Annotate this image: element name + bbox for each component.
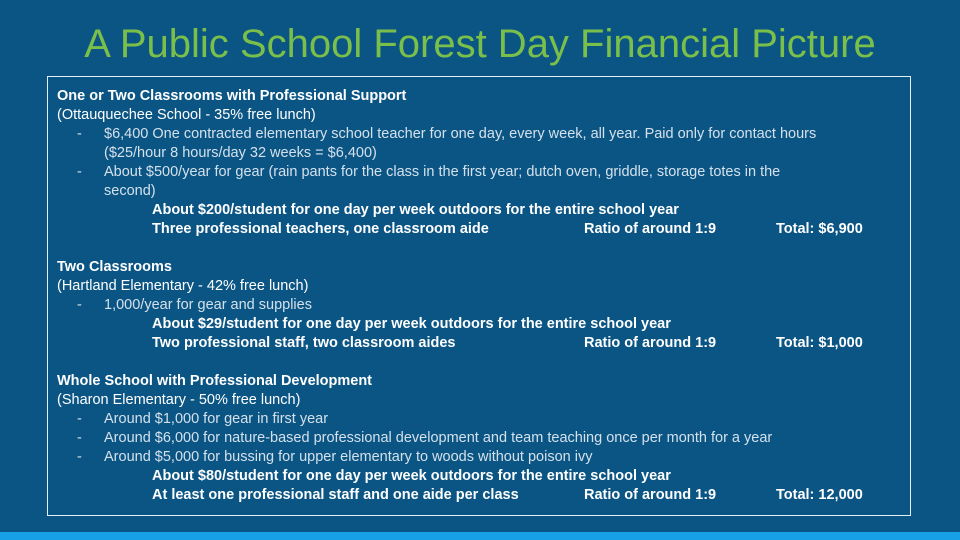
bullet-text: About $500/year for gear (rain pants for the class in the first year; dutch oven, griddle, storage totes in the xyxy=(104,164,781,180)
staffing-text: At least one professional staff and one aide per class xyxy=(152,487,519,503)
bullet-text: 1,000/year for gear and supplies xyxy=(104,297,312,313)
section-spacer xyxy=(57,239,907,258)
bullet-item xyxy=(57,429,907,448)
bullet-text: Around $5,000 for bussing for upper elementary to woods without poison ivy xyxy=(104,449,593,465)
bullet-text: Around $6,000 for nature-based professional development and team teaching once per month for a year xyxy=(104,430,773,446)
per-student-summary: About $200/student for one day per week outdoors for the entire school year xyxy=(152,202,679,218)
bullet-text: $6,400 One contracted elementary school teacher for one day, every week, all year. Paid only for contact hours xyxy=(104,126,817,142)
bullet-item xyxy=(57,448,907,467)
slide-title: A Public School Forest Day Financial Picture xyxy=(84,22,876,66)
section-heading: Two Classrooms xyxy=(57,259,172,275)
section-subheading: (Ottauquechee School - 35% free lunch) xyxy=(57,107,316,123)
bullet-marker: - xyxy=(77,430,82,446)
bottom-accent-bar xyxy=(0,532,960,540)
summary-row xyxy=(57,467,907,486)
staffing-row xyxy=(57,220,907,239)
section-subheading: (Hartland Elementary - 42% free lunch) xyxy=(57,278,309,294)
per-student-summary: About $80/student for one day per week outdoors for the entire school year xyxy=(152,468,671,484)
bullet-item xyxy=(57,125,907,144)
bullet-marker: - xyxy=(77,164,82,180)
total-text: Total: $1,000 xyxy=(776,335,863,351)
section-heading: Whole School with Professional Development xyxy=(57,373,373,389)
section-subheading: (Sharon Elementary - 50% free lunch) xyxy=(57,392,301,408)
bullet-item xyxy=(57,296,907,315)
ratio-text: Ratio of around 1:9 xyxy=(584,335,717,351)
bullet-marker: - xyxy=(77,297,82,313)
summary-row xyxy=(57,201,907,220)
content-area xyxy=(57,87,907,505)
bullet-marker: - xyxy=(77,411,82,427)
staffing-row xyxy=(57,486,907,505)
staffing-text: Two professional staff, two classroom aides xyxy=(152,335,456,351)
summary-row xyxy=(57,315,907,334)
per-student-summary: About $29/student for one day per week outdoors for the entire school year xyxy=(152,316,671,332)
bullet-item xyxy=(57,163,907,182)
ratio-text: Ratio of around 1:9 xyxy=(584,221,717,237)
total-text: Total: 12,000 xyxy=(776,487,863,503)
bullet-continuation: second) xyxy=(104,183,156,199)
staffing-text: Three professional teachers, one classroom aide xyxy=(152,221,489,237)
total-text: Total: $6,900 xyxy=(776,221,863,237)
section-heading: One or Two Classrooms with Professional Support xyxy=(57,88,407,104)
bullet-item xyxy=(57,410,907,429)
bullet-continuation: ($25/hour 8 hours/day 32 weeks = $6,400) xyxy=(104,145,377,161)
bullet-marker: - xyxy=(77,449,82,465)
staffing-row xyxy=(57,334,907,353)
bullet-text: Around $1,000 for gear in first year xyxy=(104,411,329,427)
ratio-text: Ratio of around 1:9 xyxy=(584,487,717,503)
section-spacer xyxy=(57,353,907,372)
bullet-marker: - xyxy=(77,126,82,142)
